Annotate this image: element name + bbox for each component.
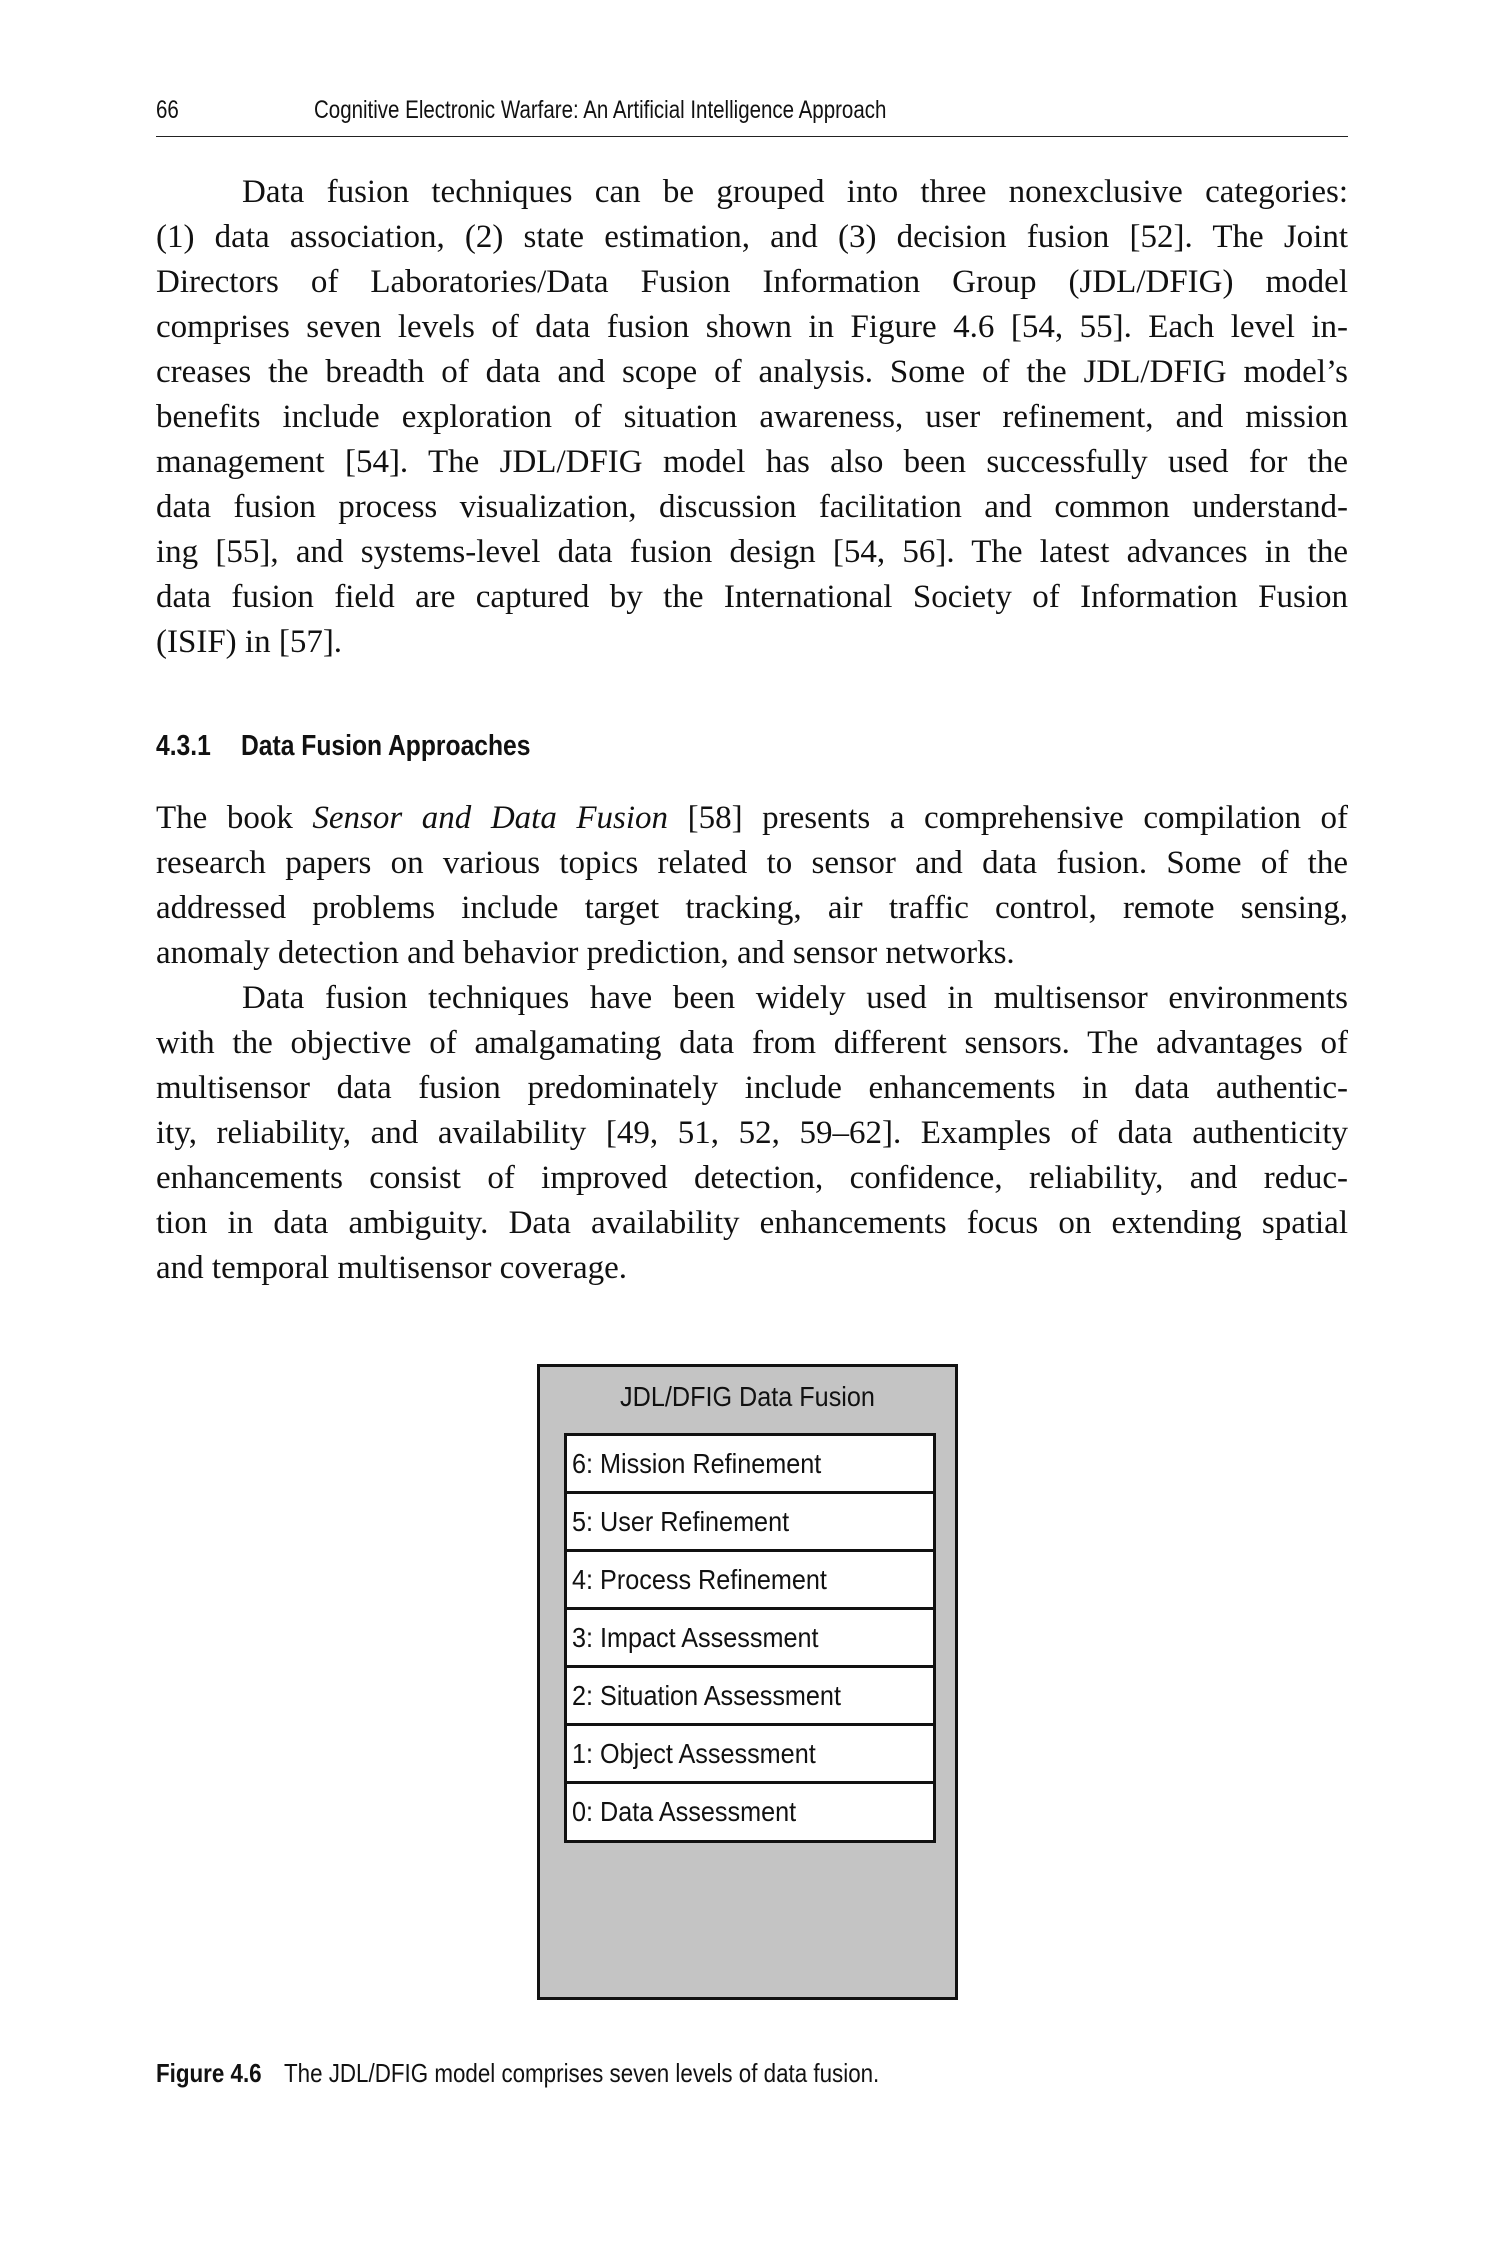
text-line: ing [55], and systems-level data fusion design [54, 56]. The latest advances in the	[156, 534, 1348, 570]
book-title: Sensor and Data Fusion	[312, 800, 669, 836]
running-title: Cognitive Electronic Warfare: An Artificial Intelligence Approach	[314, 96, 887, 124]
text-line: addressed problems include target tracking, air traffic control, remote sensing,	[156, 890, 1348, 926]
text-line: Data fusion techniques have been widely used in multisensor environments	[242, 980, 1348, 1016]
level-label: 4: Process Refinement	[572, 1564, 827, 1595]
level-label: 2: Situation Assessment	[572, 1680, 841, 1711]
paragraph-2	[156, 796, 1348, 976]
jdl-dfig-diagram	[537, 1364, 958, 2000]
level-label: 5: User Refinement	[572, 1506, 790, 1537]
level-2-box	[564, 1665, 936, 1727]
level-4-box	[564, 1549, 936, 1611]
level-label: 0: Data Assessment	[572, 1796, 797, 1827]
text-line: (1) data association, (2) state estimation, and (3) decision fusion [52]. The Joint	[156, 219, 1348, 255]
text-line: tion in data ambiguity. Data availability enhancements focus on extending spatial	[156, 1205, 1348, 1241]
level-label: 6: Mission Refinement	[572, 1448, 822, 1479]
level-6-box	[564, 1433, 936, 1495]
text-line: management [54]. The JDL/DFIG model has also been successfully used for the	[156, 444, 1348, 480]
text-line: and temporal multisensor coverage.	[156, 1250, 628, 1286]
text-line: anomaly detection and behavior prediction, and sensor networks.	[156, 935, 1015, 971]
text-line: Data fusion techniques can be grouped into three nonexclusive categories:	[242, 174, 1348, 210]
text-line: with the objective of amalgamating data from different sensors. The advantages of	[156, 1025, 1348, 1061]
text-line: benefits include exploration of situation awareness, user refinement, and mission	[156, 399, 1348, 435]
paragraph-3	[156, 976, 1348, 1291]
text-span: The book	[156, 800, 313, 836]
paragraph-1	[156, 170, 1348, 665]
caption-text: The JDL/DFIG model comprises seven levels of data fusion.	[283, 2058, 880, 2088]
figure-label: Figure 4.6	[156, 2058, 262, 2088]
text-line: (ISIF) in [57].	[156, 624, 343, 660]
text-line: enhancements consist of improved detection, confidence, reliability, and reduc-	[156, 1160, 1348, 1196]
level-1-box	[564, 1723, 936, 1785]
section-heading	[156, 730, 530, 763]
text-line: creases the breadth of data and scope of analysis. Some of the JDL/DFIG model’s	[156, 354, 1348, 390]
text-line: data fusion process visualization, discussion facilitation and common understand-	[156, 489, 1348, 525]
level-0-box	[564, 1781, 936, 1843]
text-span: [58] presents a comprehensive compilation of	[668, 800, 1348, 836]
diagram-title: JDL/DFIG Data Fusion	[620, 1381, 875, 1412]
level-label: 3: Impact Assessment	[572, 1622, 819, 1653]
figure-caption	[156, 2058, 879, 2089]
section-number: 4.3.1	[156, 730, 211, 762]
text-line: ity, reliability, and availability [49, 51, 52, 59–62]. Examples of data authenticity	[156, 1115, 1348, 1151]
level-5-box	[564, 1491, 936, 1553]
text-line: data fusion field are captured by the International Society of Information Fusion	[156, 579, 1348, 615]
text-line: comprises seven levels of data fusion shown in Figure 4.6 [54, 55]. Each level in-	[156, 309, 1348, 345]
level-label: 1: Object Assessment	[572, 1738, 816, 1769]
text-line: research papers on various topics related to sensor and data fusion. Some of the	[156, 845, 1348, 881]
text-line	[156, 796, 1348, 841]
level-3-box	[564, 1607, 936, 1669]
text-line: multisensor data fusion predominately include enhancements in data authentic-	[156, 1070, 1348, 1106]
page-number: 66	[156, 96, 179, 124]
running-header	[156, 96, 1348, 137]
section-title: Data Fusion Approaches	[241, 730, 531, 762]
text-line: Directors of Laboratories/Data Fusion Information Group (JDL/DFIG) model	[156, 264, 1348, 300]
